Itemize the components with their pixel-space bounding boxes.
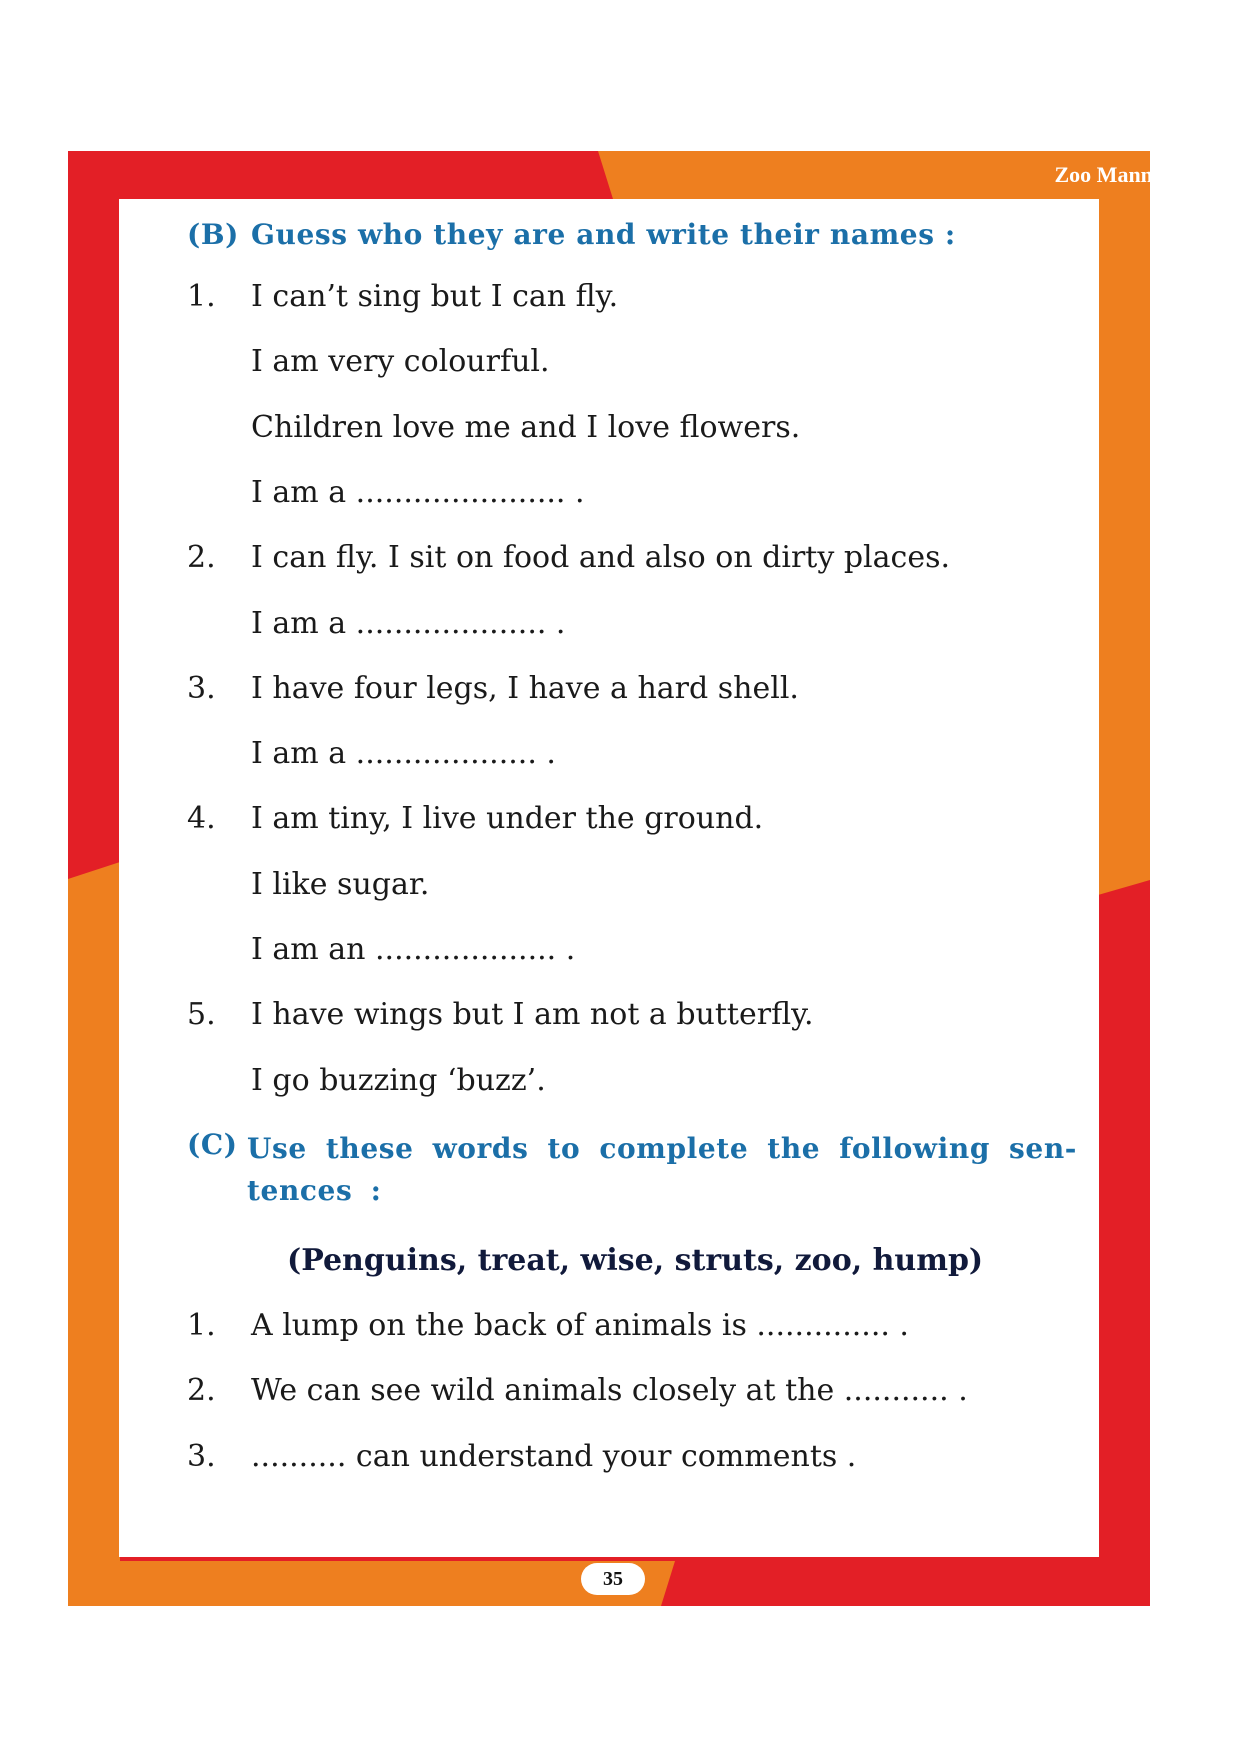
item-text: A lump on the back of animals is .............. . bbox=[251, 1308, 909, 1343]
item-text: I can fly. I sit on food and also on dirty places. bbox=[251, 540, 951, 576]
word-bank: (Penguins, treat, wise, struts, zoo, hump) bbox=[287, 1243, 984, 1278]
item-text: I am very colourful. bbox=[251, 344, 550, 380]
page-number: 35 bbox=[581, 1563, 645, 1595]
section-c-heading bbox=[187, 1128, 1087, 1218]
item-text: .......... can understand your comments . bbox=[251, 1438, 857, 1474]
item-text: I like sugar. bbox=[251, 866, 430, 902]
section-c-title: Use these words to complete the following sen- tences : bbox=[247, 1132, 1077, 1207]
item-text: I can’t sing but I can fly. bbox=[251, 279, 619, 314]
item-text: I have four legs, I have a hard shell. bbox=[251, 670, 799, 706]
item-number: 1. bbox=[187, 279, 216, 314]
item-text: I am a ................... . bbox=[251, 736, 556, 772]
item-number: 3. bbox=[187, 670, 216, 706]
item-text: Children love me and I love flowers. bbox=[251, 409, 801, 445]
item-number: 4. bbox=[187, 801, 216, 837]
section-b-heading bbox=[187, 218, 1067, 258]
item-text: I am an ................... . bbox=[251, 932, 576, 967]
item-number: 3. bbox=[187, 1438, 216, 1474]
section-c-label: (C) bbox=[187, 1128, 238, 1161]
chapter-title: Zoo Manners bbox=[1054, 162, 1181, 187]
item-text: I go buzzing ‘buzz’. bbox=[251, 1062, 546, 1098]
item-text: We can see wild animals closely at the ........... . bbox=[251, 1373, 968, 1409]
item-text: I am a .................... . bbox=[251, 605, 566, 641]
section-b-label: (B) bbox=[187, 218, 239, 251]
item-text: I have wings but I am not a butterfly. bbox=[251, 997, 814, 1033]
item-text: I am tiny, I live under the ground. bbox=[251, 801, 764, 837]
section-b-title: Guess who they are and write their names : bbox=[251, 218, 956, 251]
item-number: 1. bbox=[187, 1308, 216, 1343]
item-number: 2. bbox=[187, 540, 216, 576]
item-number: 2. bbox=[187, 1373, 216, 1409]
item-text: I am a ...................... . bbox=[251, 474, 585, 510]
item-number: 5. bbox=[187, 997, 216, 1033]
